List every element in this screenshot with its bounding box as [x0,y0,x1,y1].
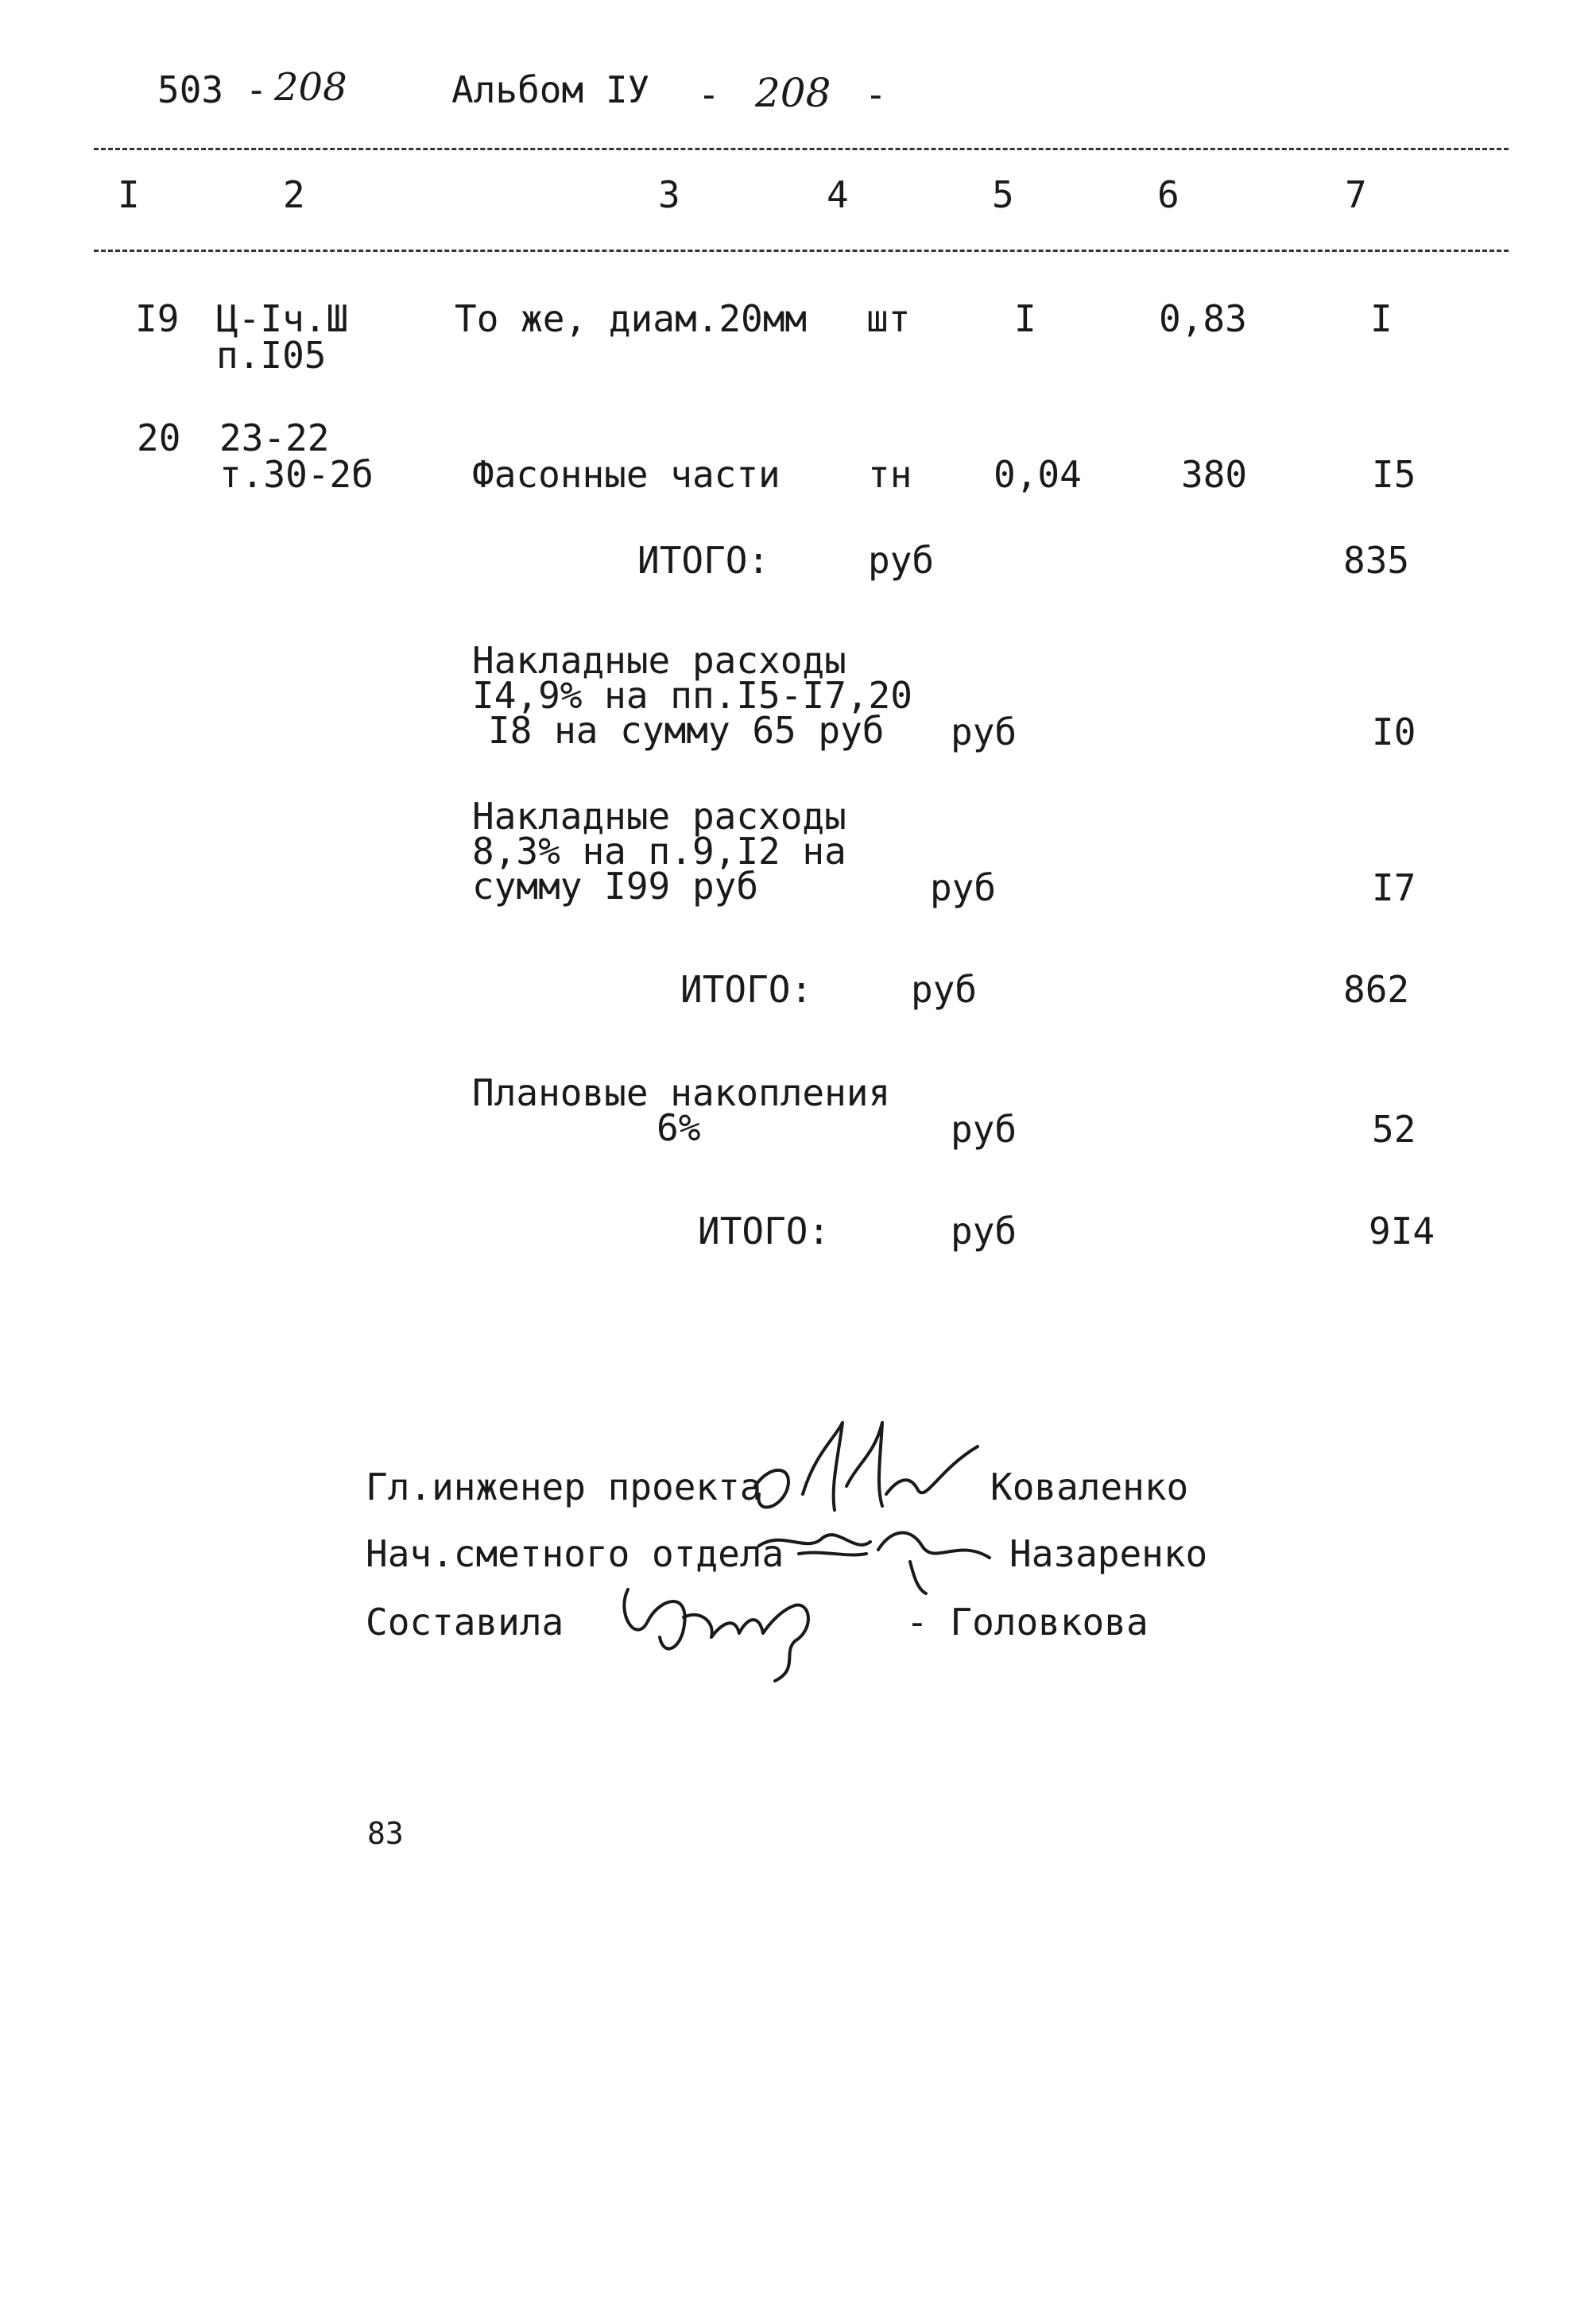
row-unit: тн [868,453,912,496]
row-reference: Ц-Iч.Ш [216,297,349,340]
total-label: ИТОГО: [698,1210,831,1253]
row-total: I [1370,297,1393,340]
subtotal-label: ИТОГО: [637,539,770,582]
signatory-name: Назаренко [1009,1532,1208,1575]
overhead-description-3: I8 на сумму 65 руб [488,709,885,752]
header-bottom-rule [94,250,1509,252]
overhead-unit: руб [930,866,997,909]
document-series-handwritten: 208 [274,65,347,110]
column-header-3: 3 [658,173,680,216]
page-dash-left: - [698,73,720,116]
row-quantity: 0,04 [994,453,1082,496]
planned-unit: руб [951,1108,1017,1151]
overhead-description: Накладные расходы [472,639,846,682]
header-top-rule [94,148,1509,150]
signatory-title: Гл.инженер проекта [366,1466,762,1508]
row-price: 380 [1181,453,1248,496]
row-reference-2: п.I05 [216,334,327,377]
signatory-title: Нач.сметного отдела [366,1532,784,1575]
column-header-6: 6 [1157,173,1180,216]
column-header-5: 5 [992,173,1014,216]
row-number: 20 [137,416,181,459]
row-reference-2: т.30-2б [219,453,374,496]
column-header-1: I [118,173,140,216]
row-number: I9 [135,297,180,340]
column-header-7: 7 [1345,173,1367,216]
row-name: Фасонные части [472,453,781,496]
planned-description: Плановые накопления [472,1071,891,1114]
planned-value: 52 [1372,1108,1416,1151]
signatory-name: - Головкова [906,1601,1149,1644]
row-total: I5 [1372,453,1416,496]
row-name: То же, диам.20мм [455,297,808,340]
signatory-title: Составила [366,1601,564,1644]
overhead-description-3: сумму I99 руб [472,865,759,908]
overhead-description-2: 8,3% на п.9,I2 на [472,830,846,873]
overhead-value: I7 [1372,866,1416,909]
subtotal-unit: руб [911,968,978,1011]
overhead-description: Накладные расходы [472,795,846,838]
total-unit: руб [951,1210,1017,1253]
column-header-2: 2 [283,173,305,216]
subtotal-label: ИТОГО: [680,968,813,1011]
subtotal-value: 862 [1343,968,1410,1011]
page-number: 208 [755,70,831,116]
row-reference: 23-22 [219,416,330,459]
overhead-description-2: I4,9% на пп.I5-I7,20 [472,674,912,717]
signature-chief-engineer [739,1407,1001,1526]
signatory-name: Коваленко [990,1466,1189,1508]
subtotal-unit: руб [868,539,935,582]
row-quantity: I [1014,297,1036,340]
row-unit: шт [866,297,911,340]
overhead-value: I0 [1372,711,1416,753]
column-header-4: 4 [827,173,849,216]
signature-compiler [604,1574,906,1685]
footer-code: 83 [367,1816,404,1851]
overhead-unit: руб [951,711,1017,753]
total-value: 9I4 [1369,1210,1435,1253]
row-price: 0,83 [1159,297,1247,340]
document-series: 503 - [157,68,268,111]
subtotal-value: 835 [1343,539,1410,582]
planned-percent: 6% [657,1106,701,1149]
page-dash-right: - [865,73,887,116]
album-label: Альбом IУ [451,68,650,111]
